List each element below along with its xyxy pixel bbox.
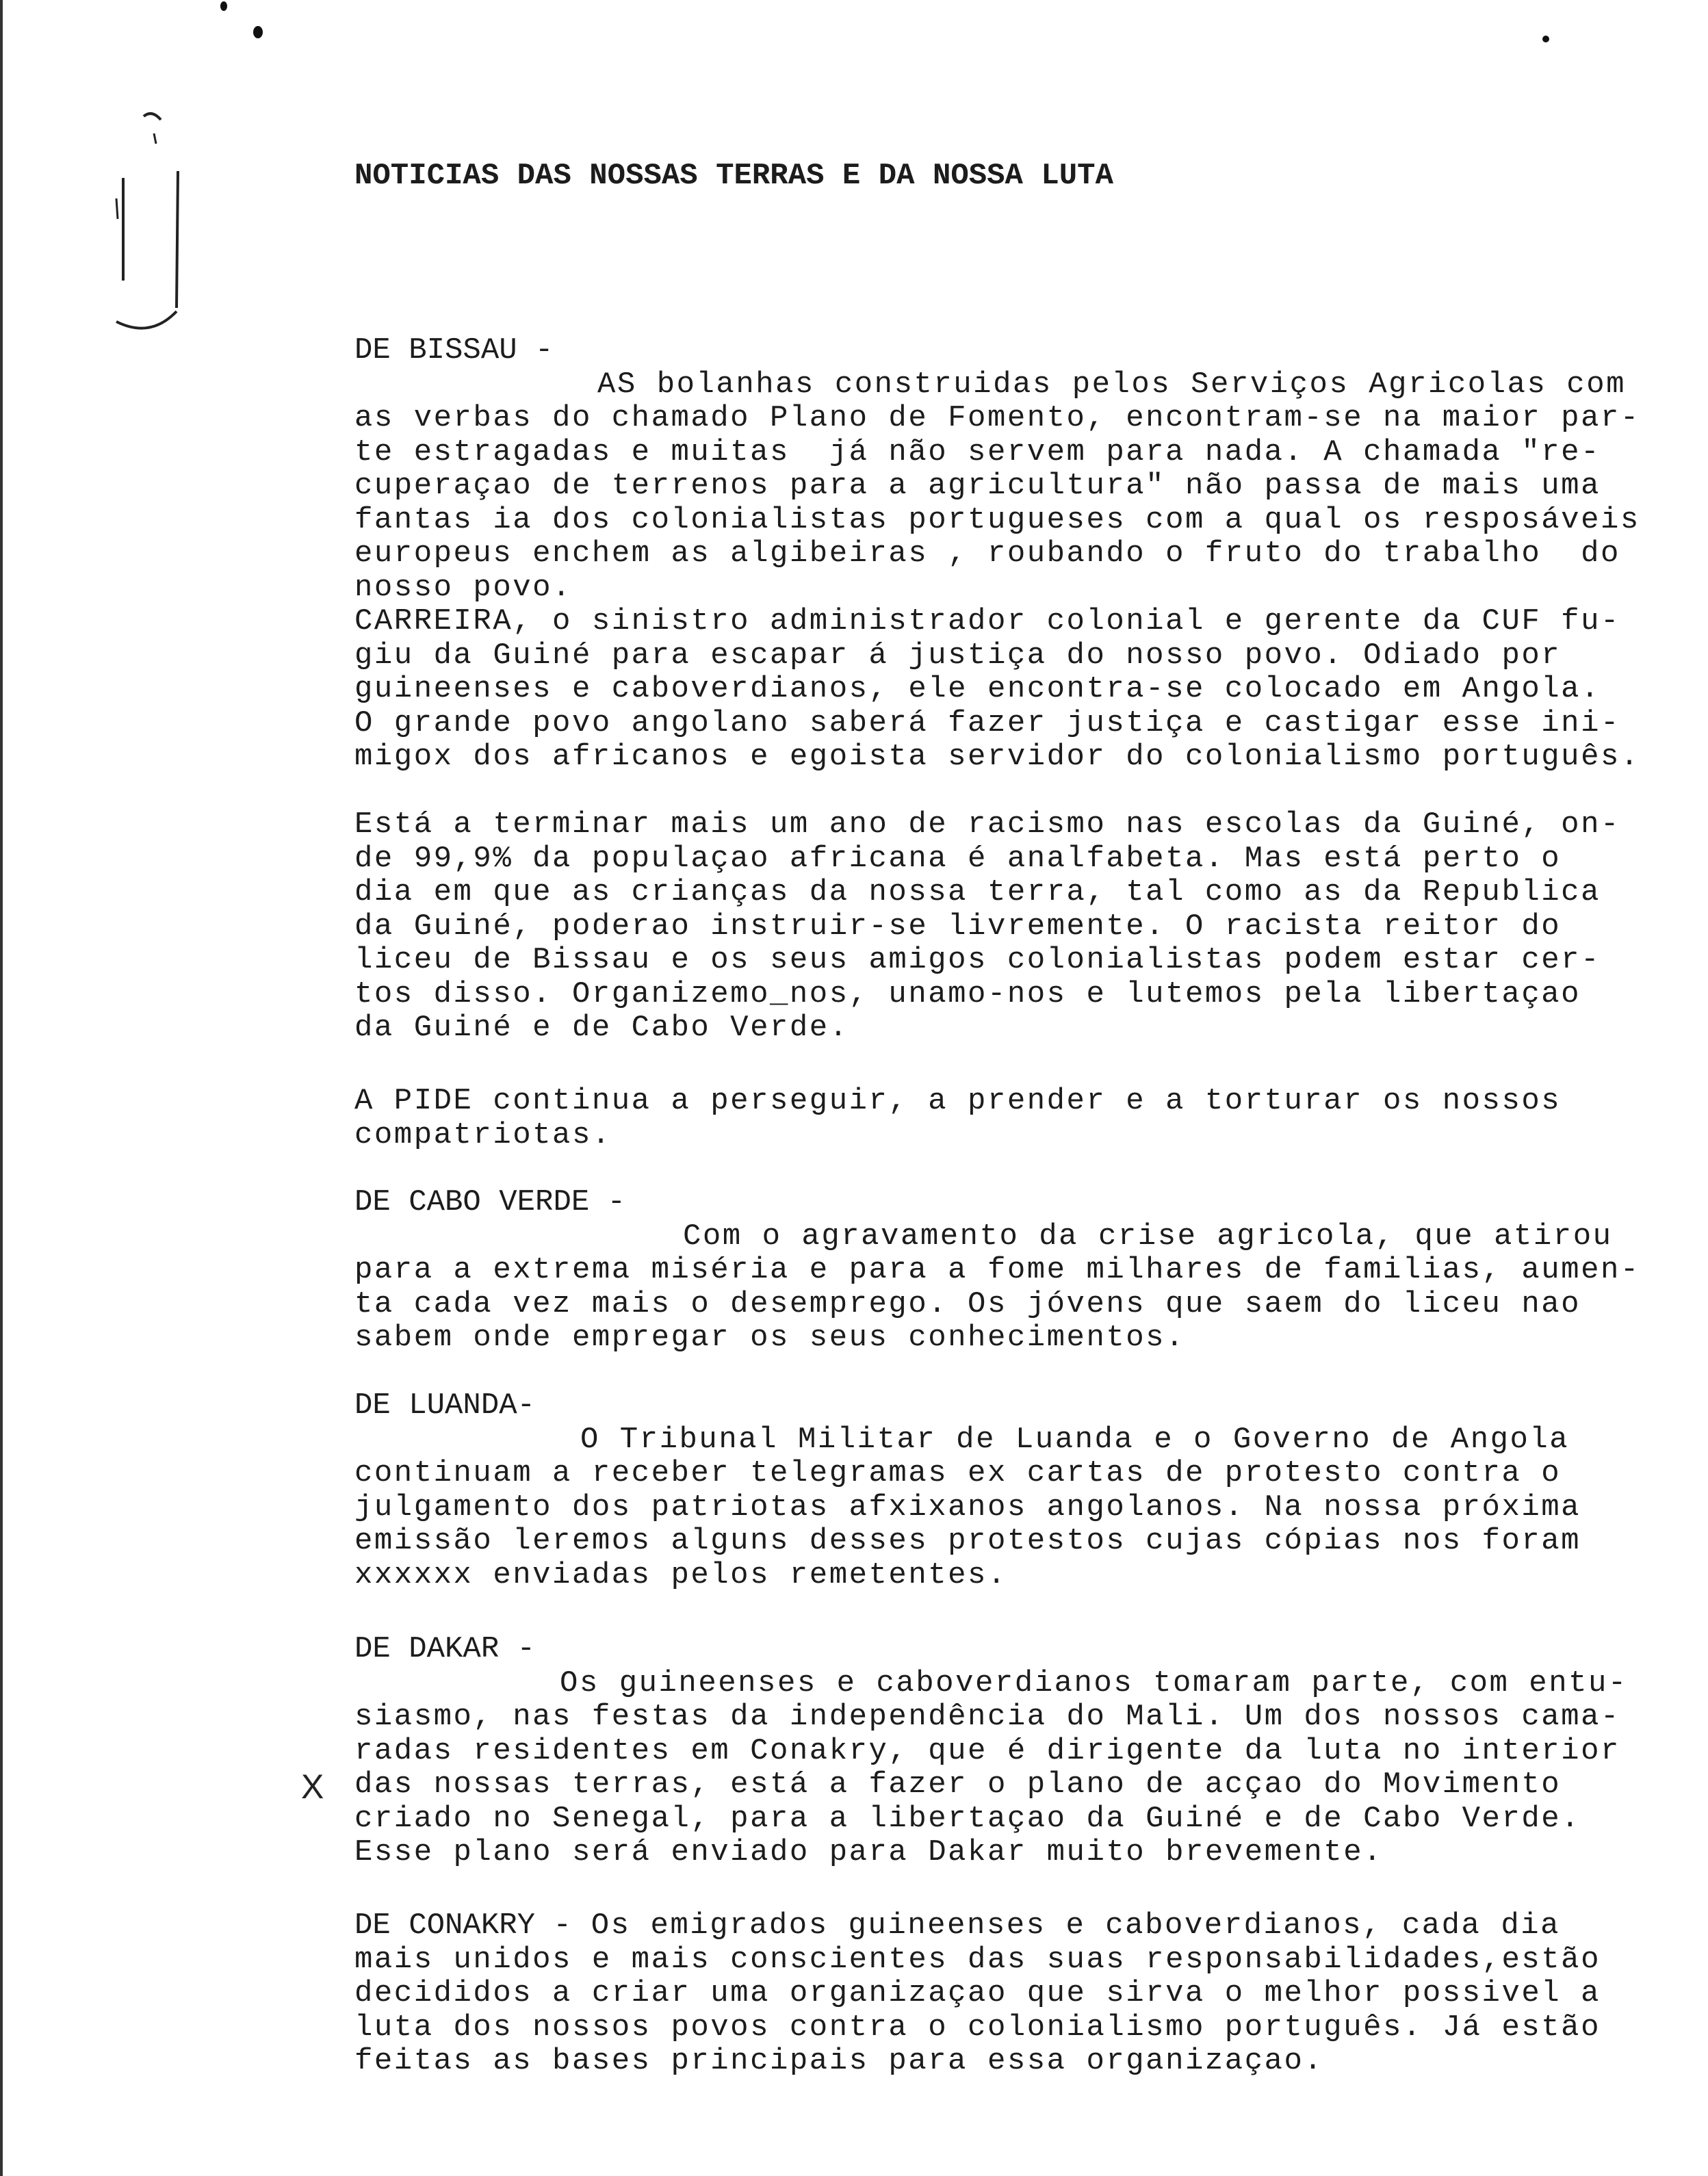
section-escolas: [354, 808, 1689, 1046]
paragraph-line: giu da Guiné para escapar á justiça do nosso povo. Odiado por: [354, 638, 1562, 673]
paragraph-line: xxxxxx enviadas pelos remetentes.: [354, 1557, 1007, 1592]
paragraph-line: Os guineenses e caboverdianos tomaram parte, com entu-: [560, 1666, 1628, 1700]
section-heading: DE LUANDA-: [354, 1388, 536, 1423]
paragraph-line: as verbas do chamado Plano de Fomento, encontram-se na maior par-: [354, 401, 1640, 435]
paragraph-line: CARREIRA, o sinistro administrador colonial e gerente da CUF fu-: [354, 604, 1620, 638]
paragraph-line: Os emigrados guineenses e caboverdianos, cada dia: [591, 1908, 1561, 1943]
paragraph-line: sabem onde empregar os seus conhecimentos.: [354, 1321, 1185, 1355]
paragraph-line: O grande povo angolano saberá fazer justiça e castigar esse ini-: [354, 705, 1620, 740]
section-de-conakry: [354, 1909, 1689, 2079]
paragraph-line: criado no Senegal, para a libertaçao da Guiné e de Cabo Verde.: [354, 1801, 1581, 1836]
paragraph-line: de 99,9% da populaçao africana é analfabeta. Mas está perto o: [354, 841, 1562, 876]
paragraph-line: emissão leremos alguns desses protestos cujas cópias nos foram: [354, 1524, 1581, 1558]
paragraph-line: da Guiné e de Cabo Verde.: [354, 1011, 849, 1045]
paragraph-line: continuam a receber telegramas ex cartas de protesto contra o: [354, 1456, 1562, 1490]
section-carreira: [354, 605, 1689, 775]
top-right-speck: [1542, 36, 1549, 42]
section-de-cabo-verde: [354, 1186, 1689, 1356]
paragraph-line: ta cada vez mais o desemprego. Os jóvens que saem do liceu nao: [354, 1286, 1581, 1321]
section-heading: DE CABO VERDE -: [354, 1185, 626, 1219]
paragraph-line: siasmo, nas festas da independência do Mali. Um dos nossos cama-: [354, 1700, 1620, 1734]
document-title: NOTICIAS DAS NOSSAS TERRAS E DA NOSSA LUTA: [354, 159, 1113, 193]
paragraph-line: Com o agravamento da crise agricola, que atirou: [683, 1219, 1613, 1254]
section-pide: [354, 1085, 1689, 1152]
section-heading: DE CONAKRY -: [354, 1908, 571, 1943]
paragraph-line: europeus enchem as algibeiras , roubando o fruto do trabalho do: [354, 536, 1620, 571]
paragraph-line: feitas as bases principais para essa organizaçao.: [354, 2044, 1324, 2078]
paragraph-line: radas residentes em Conakry, que é dirigente da luta no interior: [354, 1733, 1620, 1768]
paragraph-line: julgamento dos patriotas afxixanos angolanos. Na nossa próxima: [354, 1490, 1581, 1525]
top-speck: [220, 1, 227, 11]
section-de-dakar: [354, 1633, 1689, 1870]
paragraph-line: das nossas terras, está a fazer o plano de acçao do Movimento: [354, 1767, 1562, 1802]
paragraph-line: AS bolanhas construidas pelos Serviços Agricolas com: [597, 367, 1627, 402]
paragraph-line: Está a terminar mais um ano de racismo nas escolas da Guiné, on-: [354, 807, 1620, 842]
paragraph-line: compatriotas.: [354, 1117, 612, 1152]
paragraph-line: nosso povo.: [354, 570, 572, 605]
paragraph-line: decididos a criar uma organizaçao que sirva o melhor possivel a: [354, 1976, 1601, 2010]
section-de-bissau: [354, 334, 1689, 605]
paragraph-line: te estragadas e muitas já não servem para nada. A chamada "re-: [354, 435, 1601, 469]
section-heading: DE DAKAR -: [354, 1632, 536, 1666]
page-left-edge: [0, 0, 3, 2176]
section-heading: DE BISSAU -: [354, 333, 554, 367]
paragraph-line: Esse plano será enviado para Dakar muito brevemente.: [354, 1835, 1384, 1869]
paragraph-line: da Guiné, poderao instruir-se livremente. O racista reitor do: [354, 909, 1562, 944]
section-de-luanda: [354, 1389, 1689, 1592]
paragraph-line: dia em que as crianças da nossa terra, tal como as da Republica: [354, 875, 1601, 909]
margin-x-mark: X: [301, 1767, 324, 1806]
paragraph-line: migox dos africanos e egoista servidor do colonialismo português.: [354, 740, 1640, 774]
paragraph-line: luta dos nossos povos contra o colonialismo português. Já estão: [354, 2010, 1601, 2045]
paragraph-line: guineenses e caboverdianos, ele encontra-se colocado em Angola.: [354, 672, 1601, 706]
paragraph-line: O Tribunal Militar de Luanda e o Governo de Angola: [580, 1422, 1570, 1457]
paragraph-line: tos disso. Organizemo_nos, unamo-nos e lutemos pela libertaçao: [354, 976, 1581, 1011]
paragraph-line: fantas ia dos colonialistas portugueses com a qual os resposáveis: [354, 502, 1640, 537]
paragraph-line: para a extrema miséria e para a fome milhares de familias, aumen-: [354, 1253, 1640, 1287]
binder-clip-mark: [96, 103, 198, 349]
top-speck-2: [253, 26, 263, 38]
paragraph-line: cuperaçao de terrenos para a agricultura" não passa de mais uma: [354, 469, 1601, 503]
paragraph-line: A PIDE continua a perseguir, a prender e a torturar os nossos: [354, 1084, 1562, 1118]
paragraph-line: liceu de Bissau e os seus amigos colonialistas podem estar cer-: [354, 943, 1601, 977]
paragraph-line: mais unidos e mais conscientes das suas responsabilidades,estão: [354, 1942, 1601, 1977]
